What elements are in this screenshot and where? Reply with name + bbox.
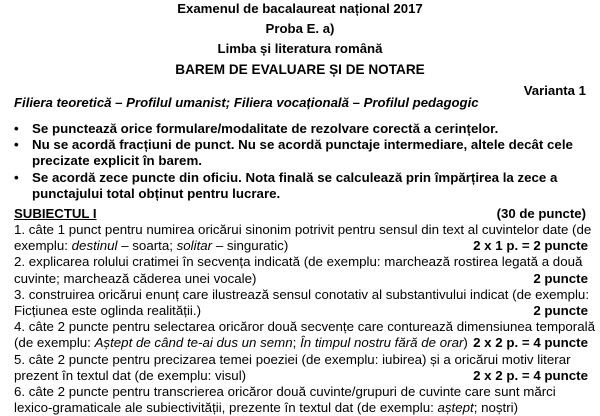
item-5-text: prezent în textul dat (de exemplu: visul)	[14, 367, 247, 383]
rule-text: Se punctează orice formulare/modalitate de rezolvare corectă a cerințelor.	[32, 121, 499, 136]
item-1-line-1: 1. câte 1 punct pentru numirea oricărui sinonim potrivit pentru sensul din text al cuvintelor date (de	[14, 222, 592, 237]
rule-text-line: Nu se acordă fracțiuni de punct. Nu se acordă punctaje intermediare, altele decât cele	[32, 137, 573, 153]
item-4-line-2	[14, 335, 588, 351]
filiera-line: Filiera teoretică – Profilul umanist; Filiera vocațională – Profilul pedagogic	[14, 95, 479, 110]
bullet-icon: •	[14, 121, 19, 136]
item-3-text: Ficțiunea este oglinda realității.)	[14, 303, 201, 319]
item-3-line-2	[14, 303, 588, 319]
rule-item	[14, 121, 594, 137]
item-4-score: 2 x 2 p. = 4 puncte	[473, 335, 588, 351]
text-run: ; noștri)	[473, 400, 519, 416]
text-run: )	[463, 335, 468, 351]
item-2-text: cuvinte; marchează căderea unei vocale)	[14, 270, 257, 286]
bullet-icon: •	[14, 169, 19, 185]
rule-text	[32, 170, 594, 202]
rule-item	[14, 170, 594, 202]
rule-text-line: Se acordă zece puncte din oficiu. Nota finală se calculează prin împărțirea la zece a	[32, 169, 558, 185]
variant-label: Varianta 1	[523, 83, 586, 98]
bullet-icon: •	[14, 137, 19, 153]
example-word: solitar	[176, 238, 213, 254]
section-title: SUBIECTUL I	[14, 206, 97, 221]
document-title: BAREM DE EVALUARE ȘI DE NOTARE	[175, 62, 425, 77]
rule-item	[14, 137, 594, 169]
item-1-example	[14, 238, 288, 254]
item-2-line-1: 2. explicarea rolului cratimei în secvența indicată (de exemplu: marchează rostirea legată a două	[14, 254, 583, 270]
rule-text-line: precizate explicit în barem.	[32, 153, 202, 169]
item-3-score: 2 puncte	[533, 303, 588, 319]
item-4-example	[14, 335, 468, 351]
section-heading	[14, 206, 586, 222]
example-word: aștept	[437, 400, 474, 416]
item-3-line-1: 3. construirea oricărui enunț care ilustrează sensul conotativ al substantivului indicat (de exemplu:	[14, 286, 590, 302]
section-points: (30 de puncte)	[496, 206, 586, 221]
rules-list	[14, 121, 594, 202]
item-5-line-2	[14, 368, 588, 384]
example-quote: Aștept de când te-ai dus un semn	[94, 335, 293, 351]
text-run: ;	[292, 335, 301, 351]
item-6-line-1: 6. câte 2 puncte pentru transcrierea oricăror două cuvinte/grupuri de cuvinte care sunt mărci	[14, 384, 556, 400]
item-5-score: 2 x 2 p. = 4 puncte	[473, 367, 588, 383]
subject-label: Limba și literatura română	[217, 41, 383, 56]
item-6-line-2	[14, 400, 588, 416]
test-label: Proba E. a)	[265, 21, 335, 36]
text-run: lexico-gramaticale ale subiectivității, prezente în textul dat (de exemplu:	[14, 400, 438, 416]
example-word: destinul	[71, 238, 118, 254]
item-4-line-1: 4. câte 2 puncte pentru selectarea oricăror două secvențe care conturează dimensiunea temporală	[14, 319, 595, 335]
text-run: (de exemplu:	[14, 335, 95, 351]
rule-text-line: punctajului total obținut pentru lucrare.	[32, 185, 281, 201]
grading-items	[14, 222, 595, 416]
exam-title: Examenul de bacalaureat național 2017	[177, 1, 423, 16]
text-run: – singuratic)	[212, 238, 289, 254]
item-1-line-2	[14, 238, 588, 254]
item-2-score: 2 puncte	[533, 270, 588, 286]
text-run: – soarta;	[117, 238, 177, 254]
item-2-line-2	[14, 271, 588, 287]
text-run: exemplu:	[14, 238, 72, 254]
rule-text	[32, 137, 594, 169]
item-1-score: 2 x 1 p. = 2 puncte	[473, 238, 588, 254]
example-quote: În timpul nostru fără de orar	[300, 335, 464, 351]
item-5-line-1: 5. câte 2 puncte pentru precizarea temei poeziei (de exemplu: iubirea) și a oricărui motiv literar	[14, 351, 571, 367]
